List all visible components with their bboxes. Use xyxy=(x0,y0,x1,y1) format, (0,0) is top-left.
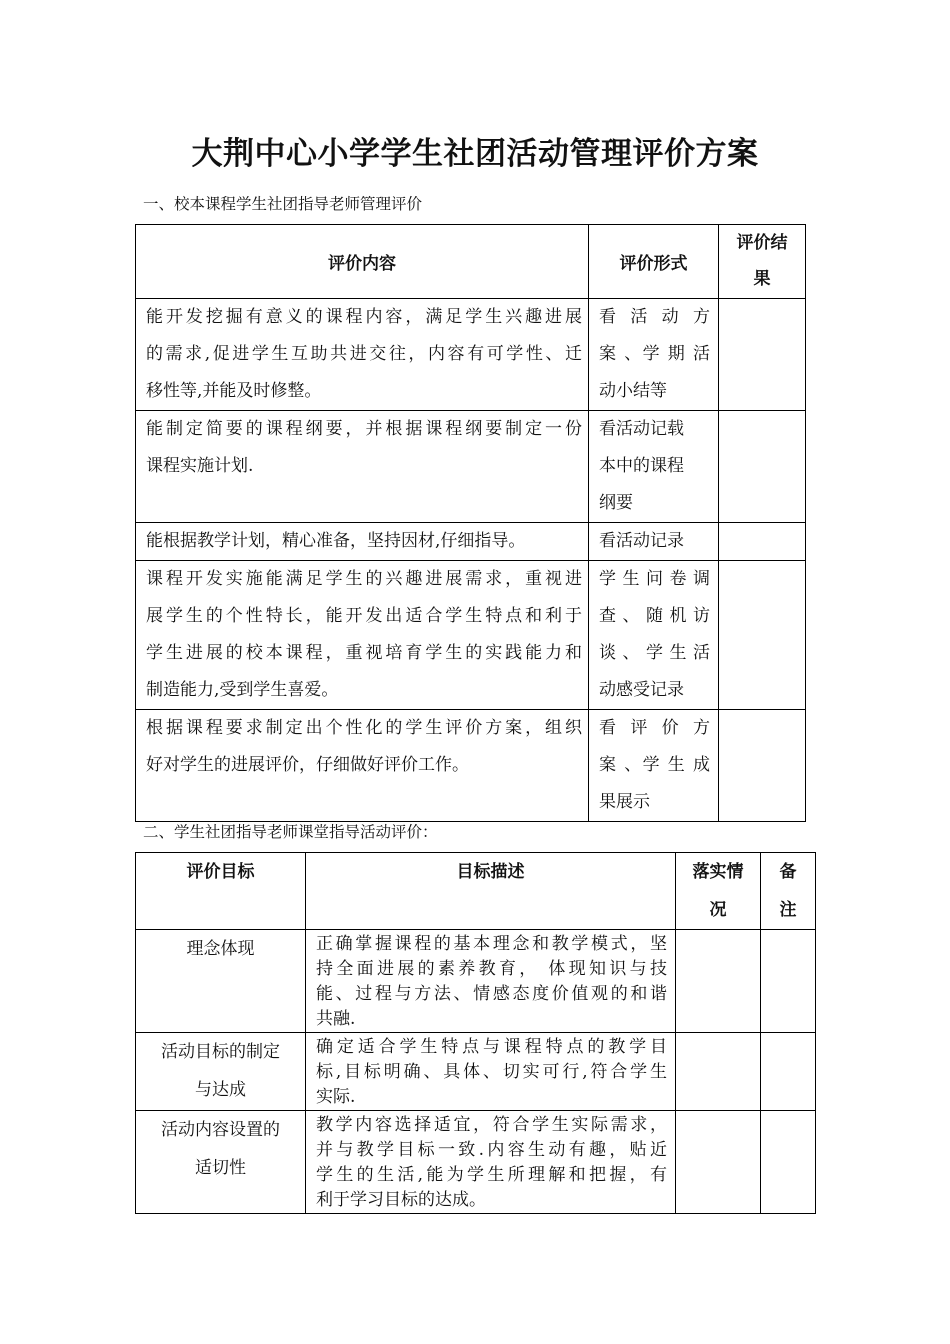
table-row xyxy=(136,710,806,822)
header-notes xyxy=(761,853,816,930)
text-line: 的需求,促进学生互助共进交往，内容有可学性、迁 xyxy=(146,344,582,364)
text-line: 能开发挖掘有意义的课程内容，满足学生兴趣进展 xyxy=(146,307,582,327)
status-cell[interactable] xyxy=(676,1111,761,1214)
text-line: 看 评 价 方 xyxy=(599,718,710,738)
text-line: 案 、学 期 活 xyxy=(599,344,710,364)
description-cell xyxy=(306,1033,676,1111)
text-line: 活动内容设置的 xyxy=(161,1120,280,1140)
text-line: 实际. xyxy=(316,1087,356,1107)
table-row xyxy=(136,411,806,523)
description-cell xyxy=(306,930,676,1033)
result-cell[interactable] xyxy=(719,523,806,561)
text-line: 案 、学 生 成 xyxy=(599,755,710,775)
teacher-management-evaluation-table xyxy=(135,224,806,822)
table-row xyxy=(136,523,806,561)
table-row xyxy=(136,930,816,1033)
text-line: 持全面进展的素养教育， 体现知识与技 xyxy=(316,959,667,979)
result-cell[interactable] xyxy=(719,411,806,523)
table-header-row xyxy=(136,225,806,299)
form-cell xyxy=(589,561,719,710)
header-notes-line1: 备 xyxy=(779,862,797,882)
text-line: 好对学生的进展评价，仔细做好评价工作。 xyxy=(146,755,469,775)
text-line: 查 、 随 机 访 xyxy=(599,606,710,626)
text-line: 移性等,并能及时修整。 xyxy=(146,381,322,401)
text-line: 看活动记录 xyxy=(599,531,684,551)
text-line: 利于学习目标的达成。 xyxy=(316,1190,486,1210)
table-header-row xyxy=(136,853,816,930)
table-row xyxy=(136,561,806,710)
text-line: 标,目标明确、具体、切实可行,符合学生 xyxy=(316,1062,667,1082)
text-line: 根据课程要求制定出个性化的学生评价方案，组织 xyxy=(146,718,582,738)
header-target-description: 目标描述 xyxy=(306,853,676,930)
text-line: 纲要 xyxy=(599,493,633,513)
text-line: 共融. xyxy=(316,1009,356,1029)
form-cell xyxy=(589,411,719,523)
text-line: 确定适合学生特点与课程特点的教学目 xyxy=(316,1037,667,1057)
text-line: 教学内容选择适宜，符合学生实际需求， xyxy=(316,1115,667,1135)
text-line: 正确掌握课程的基本理念和教学模式，坚 xyxy=(316,934,667,954)
text-line: 并与教学目标一致.内容生动有趣，贴近 xyxy=(316,1140,667,1160)
content-cell xyxy=(136,299,589,411)
table-row xyxy=(136,299,806,411)
content-cell xyxy=(136,523,589,561)
notes-cell[interactable] xyxy=(761,930,816,1033)
table-row xyxy=(136,1111,816,1214)
section1-heading: 一、校本课程学生社团指导老师管理评价 xyxy=(143,195,423,213)
header-evaluation-target: 评价目标 xyxy=(136,853,306,930)
table-row xyxy=(136,1033,816,1111)
text-line: 学 生 问 卷 调 xyxy=(599,569,710,589)
notes-cell[interactable] xyxy=(761,1111,816,1214)
description-cell xyxy=(306,1111,676,1214)
status-cell[interactable] xyxy=(676,930,761,1033)
notes-cell[interactable] xyxy=(761,1033,816,1111)
text-line: 能、过程与方法、情感态度价值观的和谐 xyxy=(316,984,667,1004)
text-line: 学生的生活,能为学生所理解和把握，有 xyxy=(316,1165,667,1185)
form-cell xyxy=(589,523,719,561)
form-cell xyxy=(589,299,719,411)
text-line: 看 活 动 方 xyxy=(599,307,710,327)
result-cell[interactable] xyxy=(719,299,806,411)
text-line: 活动目标的制定 xyxy=(161,1042,280,1062)
header-notes-line2: 注 xyxy=(779,900,797,920)
target-cell xyxy=(136,930,306,1033)
form-cell xyxy=(589,710,719,822)
header-status-line2: 况 xyxy=(709,900,727,920)
classroom-activity-evaluation-table xyxy=(135,852,816,1214)
text-line: 适切性 xyxy=(195,1158,246,1178)
header-implementation-status xyxy=(676,853,761,930)
header-result-line2: 果 xyxy=(753,269,771,289)
status-cell[interactable] xyxy=(676,1033,761,1111)
document-title: 大荆中心小学学生社团活动管理评价方案 xyxy=(191,136,759,172)
text-line: 能制定简要的课程纲要，并根据课程纲要制定一份 xyxy=(146,419,582,439)
content-cell xyxy=(136,710,589,822)
text-line: 与达成 xyxy=(195,1080,246,1100)
text-line: 谈 、 学 生 活 xyxy=(599,643,710,663)
target-cell xyxy=(136,1033,306,1111)
header-evaluation-form: 评价形式 xyxy=(589,225,719,299)
header-status-line1: 落实情 xyxy=(692,862,744,882)
target-cell xyxy=(136,1111,306,1214)
text-line: 果展示 xyxy=(599,792,650,812)
text-line: 制造能力,受到学生喜爱。 xyxy=(146,680,339,700)
content-cell xyxy=(136,411,589,523)
text-line: 学生进展的校本课程，重视培育学生的实践能力和 xyxy=(146,643,582,663)
result-cell[interactable] xyxy=(719,561,806,710)
content-cell xyxy=(136,561,589,710)
text-line: 动小结等 xyxy=(599,381,667,401)
text-line: 课程实施计划. xyxy=(146,456,254,476)
text-line: 动感受记录 xyxy=(599,680,684,700)
text-line: 能根据教学计划，精心准备，坚持因材,仔细指导。 xyxy=(146,531,526,551)
text-line: 本中的课程 xyxy=(599,456,684,476)
header-result-line1: 评价结 xyxy=(736,233,788,253)
header-evaluation-content: 评价内容 xyxy=(136,225,589,299)
header-evaluation-result xyxy=(719,225,806,299)
text-line: 展学生的个性特长，能开发出适合学生特点和利于 xyxy=(146,606,582,626)
text-line: 课程开发实施能满足学生的兴趣进展需求，重视进 xyxy=(146,569,582,589)
result-cell[interactable] xyxy=(719,710,806,822)
text-line: 看活动记载 xyxy=(599,419,684,439)
text-line: 理念体现 xyxy=(186,939,255,959)
section2-heading: 二、学生社团指导老师课堂指导活动评价： xyxy=(143,823,438,841)
